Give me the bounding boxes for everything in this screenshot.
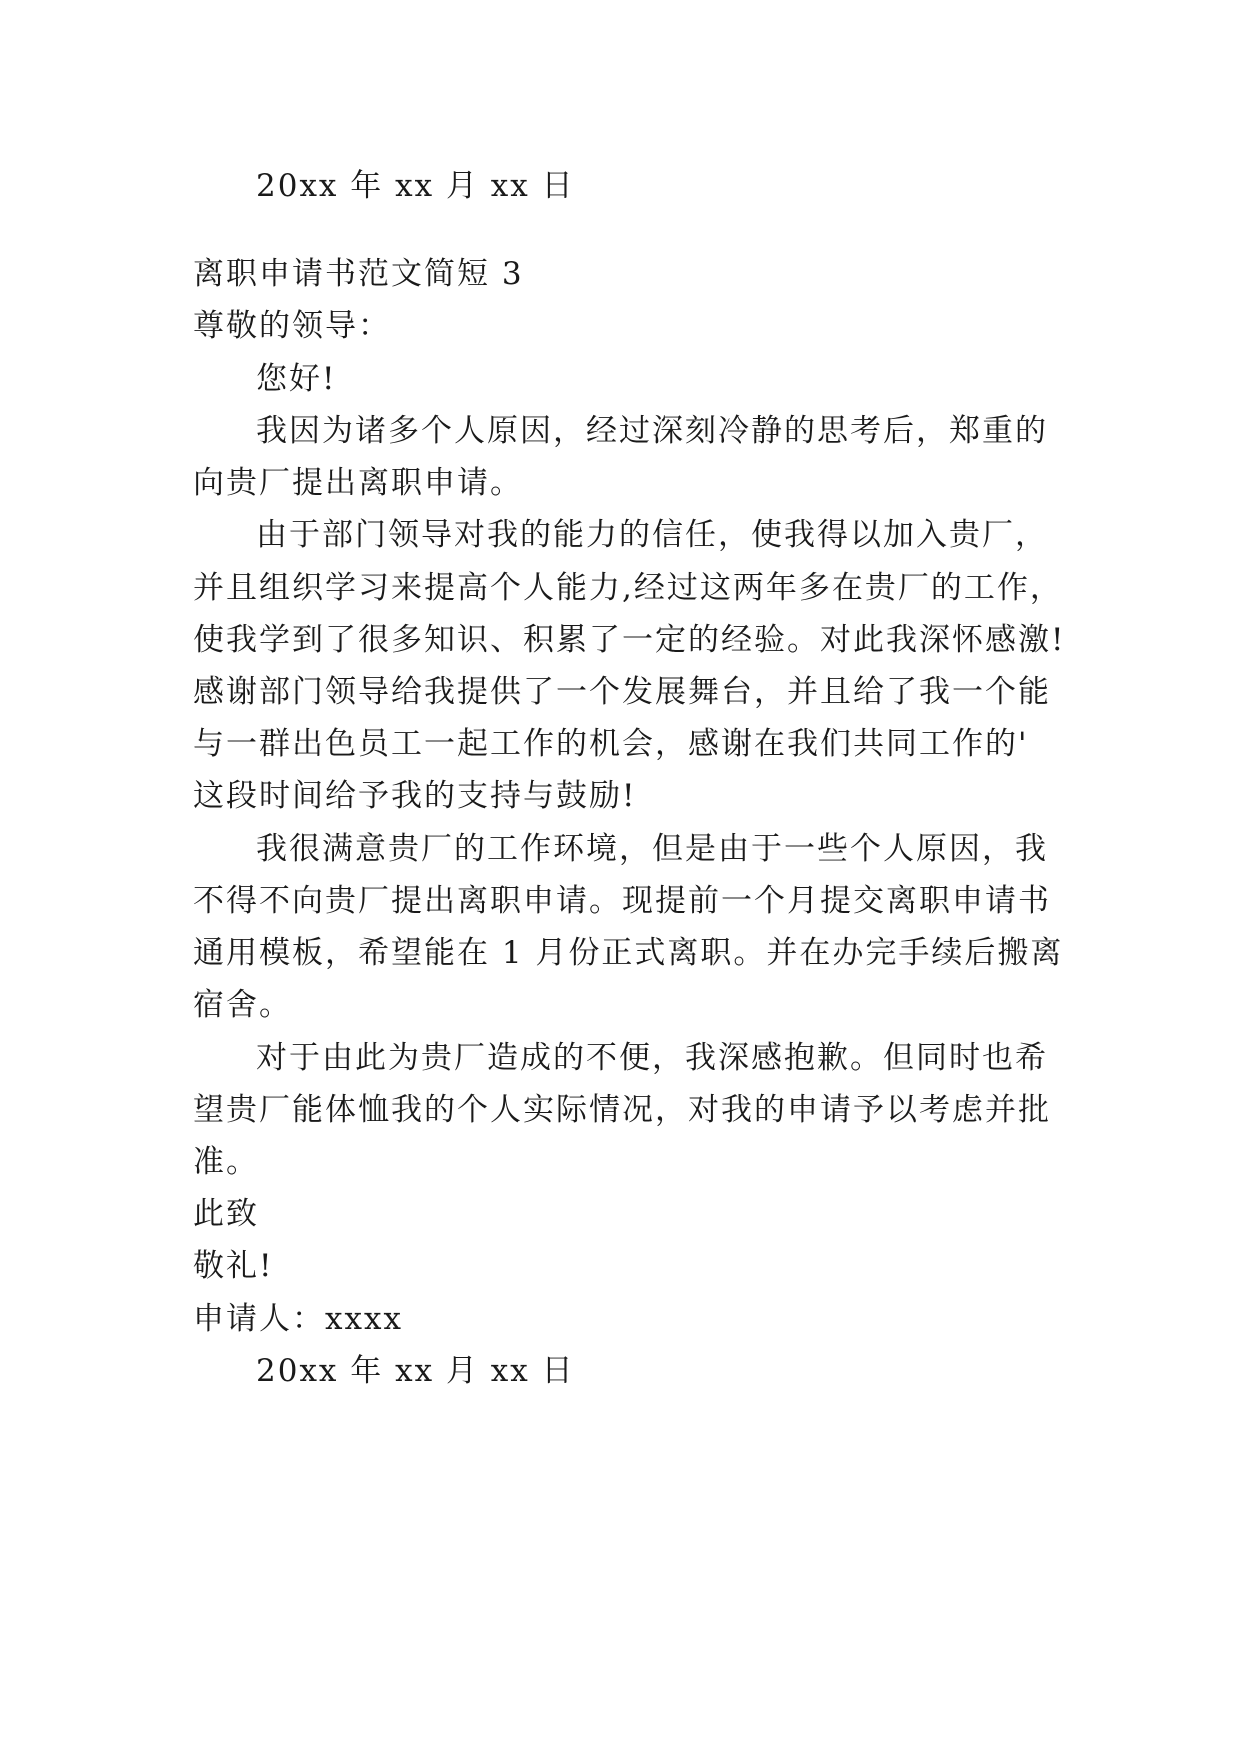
date-top: 20xx 年 xx 月 xx 日 [256,168,575,204]
body-line: 我因为诸多个人原因，经过深刻冷静的思考后，郑重的 [256,413,1048,449]
body-line: 向贵厂提出离职申请。 [193,465,523,501]
body-line: 不得不向贵厂提出离职申请。现提前一个月提交离职申请书 [193,883,1051,919]
body-line: 并且组织学习来提高个人能力,经过这两年多在贵厂的工作， [193,570,1063,606]
body-line: 我很满意贵厂的工作环境，但是由于一些个人原因，我 [256,831,1048,867]
closing-line-2: 敬礼! [193,1248,274,1284]
document-title: 离职申请书范文简短 3 [193,256,524,292]
salutation: 尊敬的领导： [193,308,391,344]
body-line: 通用模板，希望能在 1 月份正式离职。并在办完手续后搬离 [193,935,1064,971]
body-line: 准。 [193,1144,259,1180]
body-line: 宿舍。 [193,987,292,1023]
body-line: 与一群出色员工一起工作的机会，感谢在我们共同工作的' [193,726,1029,762]
body-line: 由于部门领导对我的能力的信任，使我得以加入贵厂， [256,517,1048,553]
closing-line-1: 此致 [193,1196,259,1232]
greeting: 您好! [256,361,337,397]
body-line: 望贵厂能体恤我的个人实际情况，对我的申请予以考虑并批 [193,1092,1051,1128]
body-line: 感谢部门领导给我提供了一个发展舞台，并且给了我一个能 [193,674,1051,710]
body-line: 使我学到了很多知识、积累了一定的经验。对此我深怀感激! [193,622,1066,658]
body-line: 对于由此为贵厂造成的不便，我深感抱歉。但同时也希 [256,1040,1048,1076]
applicant-line: 申请人：xxxx [193,1301,403,1337]
date-bottom: 20xx 年 xx 月 xx 日 [256,1353,575,1389]
body-line: 这段时间给予我的支持与鼓励! [193,778,637,814]
